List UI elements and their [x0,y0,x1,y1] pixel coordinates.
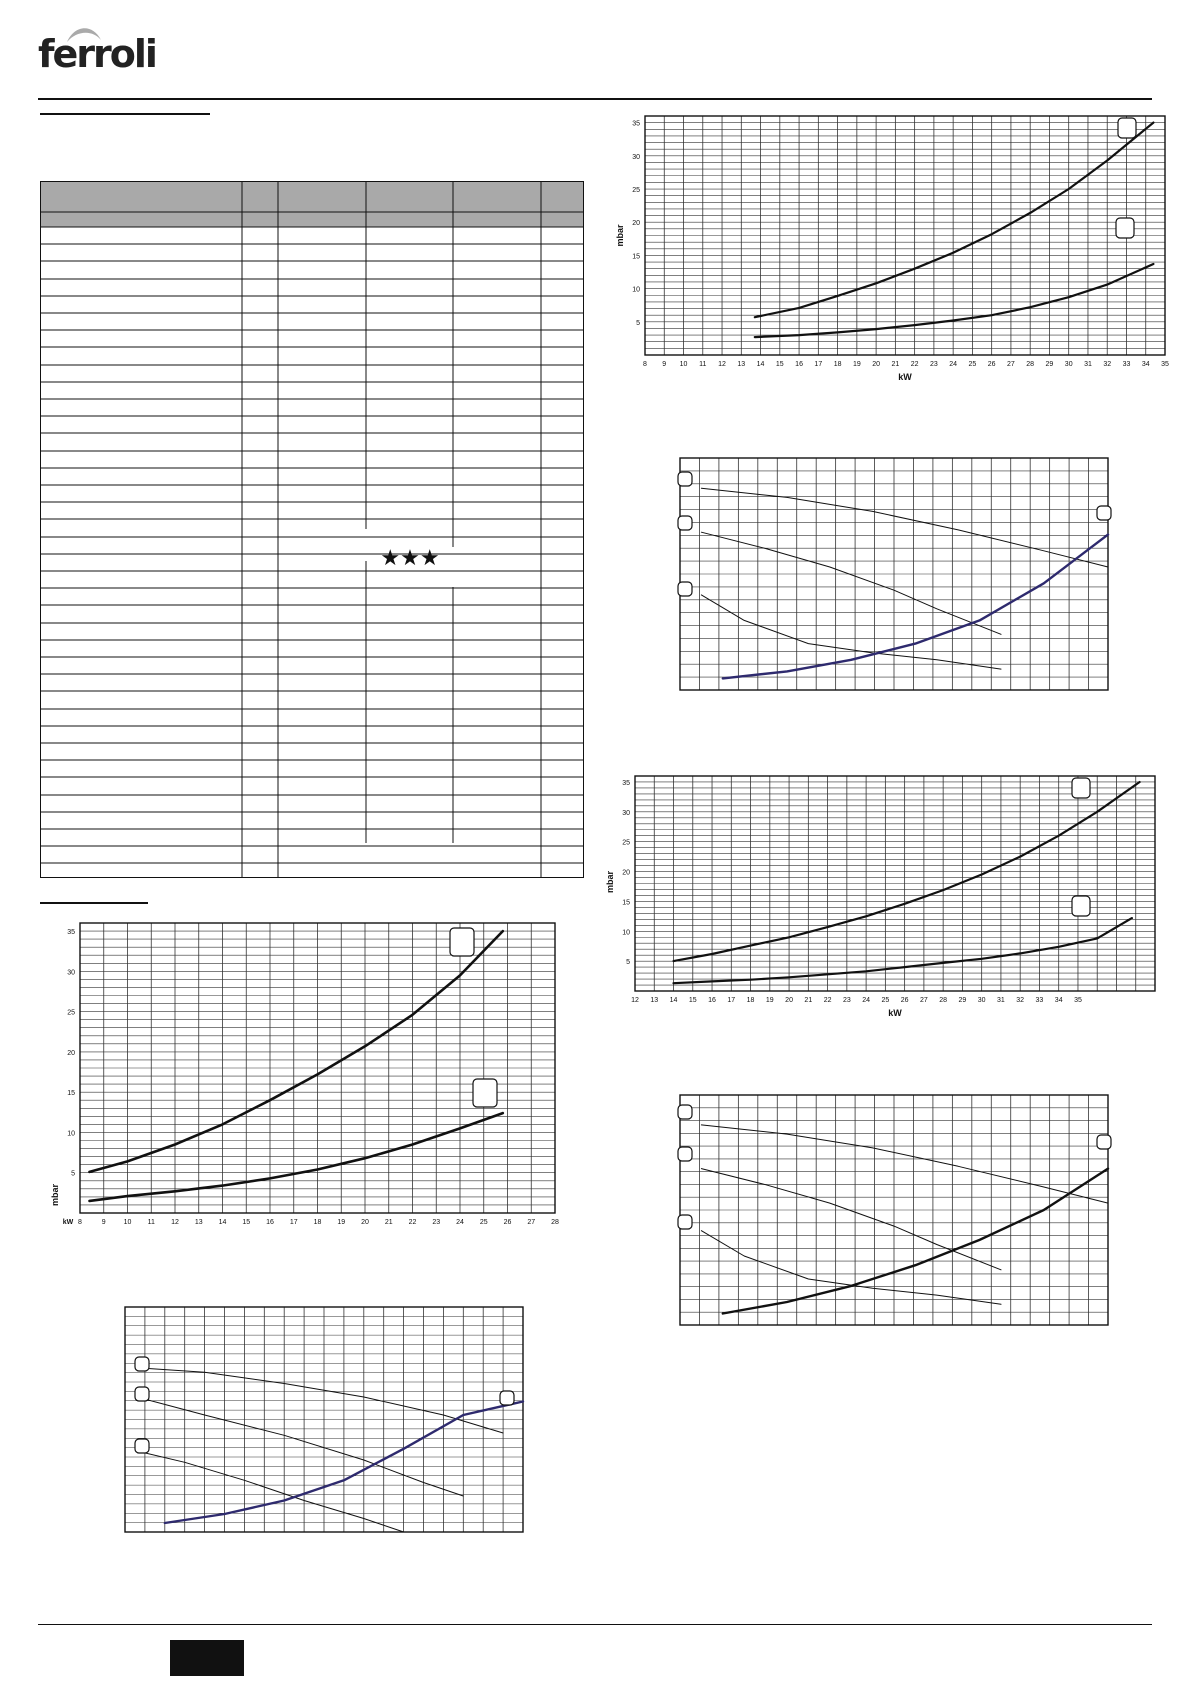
pump-chart-top-right-svg [670,440,1110,690]
x-tick-label: 23 [929,361,938,368]
curve-marker-box [1116,218,1134,238]
x-tick-label: 27 [919,997,928,1004]
x-tick-label: 31 [1084,361,1092,368]
brand-name: ferroli [38,32,156,76]
curve-marker-box [678,1215,692,1229]
x-tick-label: 16 [266,1219,274,1226]
curve-marker-box [1097,506,1111,520]
x-tick-label: 28 [939,997,948,1004]
technical-data-table-grid [40,181,584,878]
curve-marker-box [678,1105,692,1119]
x-tick-label: 24 [862,997,871,1004]
x-tick-label: 22 [408,1219,417,1226]
x-tick-label: 10 [679,361,688,368]
x-tick-label: 23 [432,1219,441,1226]
x-tick-label: 10 [123,1219,132,1226]
x-tick-label: 34 [1054,997,1063,1004]
x-tick-label: 24 [949,361,958,368]
x-tick-label: 13 [737,361,746,368]
x-tick-label: 13 [650,997,659,1004]
x-tick-label: 11 [147,1219,155,1226]
x-tick-label: 12 [718,361,726,368]
pressure-chart-middle-right-svg [605,772,1160,1022]
footer-rule [38,1624,1152,1625]
y-tick-label: 20 [622,869,630,877]
x-tick-label: 12 [631,997,639,1004]
x-tick-label: 26 [900,997,909,1004]
y-tick-label: 5 [71,1170,75,1178]
x-tick-label: 17 [727,997,736,1004]
series-line-2 [701,1169,1001,1270]
technical-data-table [40,181,584,878]
y-axis-label: mbar [50,1183,60,1207]
y-tick-label: 10 [632,286,640,294]
section-underline-1 [40,113,210,115]
x-tick-label: 22 [823,997,832,1004]
table-border [41,182,584,878]
x-tick-label: 19 [852,361,861,368]
x-tick-label: 22 [910,361,919,368]
x-tick-label: 29 [1045,361,1054,368]
y-tick-label: 25 [67,1009,75,1017]
pump-chart-top-right [670,440,1110,690]
series-line-2 [701,532,1001,634]
y-tick-label: 30 [622,809,630,817]
x-axis-label: kW [898,372,912,382]
chart-grid [125,1307,523,1532]
x-tick-label: 16 [708,997,716,1004]
x-tick-label: 14 [756,361,765,368]
x-tick-label: 26 [987,361,996,368]
x-tick-label: 9 [662,361,667,368]
table-header-row [40,181,584,212]
x-tick-label: 11 [699,361,707,368]
curve-marker-box [450,928,474,956]
curve-marker-box [678,582,692,596]
pressure-chart-middle-right [605,772,1160,1022]
y-tick-label: 15 [632,253,640,261]
pump-chart-left-svg [115,1305,535,1535]
y-tick-label: 35 [67,929,75,937]
x-tick-label: 32 [1103,361,1112,368]
y-axis-label: mbar [615,224,625,247]
y-tick-label: 20 [67,1049,75,1057]
x-tick-label: 18 [746,997,755,1004]
chart-grid [635,776,1155,991]
section-underline-2 [40,902,148,904]
y-tick-label: 20 [632,220,640,228]
y-axis-label: mbar [605,870,615,894]
pump-chart-bottom-right-svg [670,1085,1110,1335]
curve-marker-box [1097,1135,1111,1149]
header-rule [38,98,1152,100]
y-tick-label: 5 [636,319,640,327]
x-tick-label: 13 [194,1219,203,1226]
y-tick-label: 25 [622,839,630,847]
x-tick-label: 25 [968,361,977,368]
x-tick-label: 31 [997,997,1005,1004]
pressure-chart-top-right-svg [615,106,1169,382]
table-lines [40,181,584,878]
x-tick-label: 23 [842,997,851,1004]
y-tick-label: 10 [67,1130,75,1138]
x-tick-label: 14 [218,1219,227,1226]
x-tick-label: 28 [551,1219,559,1226]
curve-marker-box [135,1387,149,1401]
x-tick-label: 18 [313,1219,322,1226]
x-tick-label: 15 [688,997,697,1004]
series-line-4 [723,1169,1108,1314]
x-tick-label: 14 [669,997,678,1004]
series-line-4 [723,535,1108,679]
curve-marker-box [678,1147,692,1161]
pressure-chart-left [50,915,575,1235]
x-tick-label: 8 [78,1219,82,1226]
pump-chart-left [115,1305,535,1535]
x-tick-label: 35 [1161,361,1169,368]
x-tick-prefix: kW [62,1219,74,1226]
curve-marker-box [678,472,692,486]
y-tick-label: 5 [626,959,630,967]
x-tick-label: 19 [337,1219,346,1226]
x-tick-label: 33 [1035,997,1044,1004]
curve-marker-box [678,516,692,530]
x-tick-label: 29 [958,997,967,1004]
x-tick-label: 20 [872,361,881,368]
series-line-1 [701,488,1108,567]
efficiency-stars: ★★★ [380,545,440,570]
page-tab-box [170,1640,244,1676]
y-tick-label: 35 [632,120,640,128]
x-tick-label: 16 [795,361,803,368]
series-line-3 [701,1231,1001,1305]
x-tick-label: 15 [775,361,784,368]
curve-marker-box [135,1439,149,1453]
curve-marker-box [135,1357,149,1371]
x-tick-label: 28 [1026,361,1035,368]
series-line-2 [137,1397,463,1496]
x-tick-label: 15 [242,1219,251,1226]
y-tick-label: 30 [67,969,75,977]
curve-marker-box [1118,118,1136,138]
x-axis-label: kW [888,1008,902,1018]
curve-marker-box [500,1391,514,1405]
x-tick-label: 27 [1007,361,1015,368]
chart-grid [645,116,1165,355]
x-tick-label: 9 [101,1219,106,1226]
x-tick-label: 17 [814,361,823,368]
pressure-chart-top-right [615,106,1169,382]
x-tick-label: 34 [1141,361,1150,368]
curve-marker-box [1072,896,1090,916]
x-tick-label: 30 [1064,361,1073,368]
x-tick-label: 25 [479,1219,488,1226]
x-tick-label: 27 [527,1219,536,1226]
y-tick-label: 25 [632,187,640,195]
ferroli-logo [38,22,156,76]
x-tick-label: 35 [1074,997,1082,1004]
series-line-2 [674,918,1132,983]
x-tick-label: 18 [833,361,842,368]
curve-marker-box [1072,778,1090,798]
pressure-chart-left-svg [50,915,575,1235]
x-tick-label: 17 [289,1219,298,1226]
x-tick-label: 32 [1016,997,1025,1004]
x-tick-label: 12 [171,1219,179,1226]
pump-chart-bottom-right [670,1085,1110,1335]
x-tick-label: 21 [891,361,900,368]
x-tick-label: 20 [361,1219,369,1226]
series-line-1 [701,1125,1108,1203]
x-tick-label: 21 [384,1219,393,1226]
series-line-2 [755,264,1154,337]
curve-marker-box [473,1079,497,1107]
y-tick-label: 15 [622,899,630,907]
x-tick-label: 24 [456,1219,464,1226]
table-subheader-row [40,212,584,227]
x-tick-label: 33 [1122,361,1131,368]
x-tick-label: 20 [785,997,793,1004]
y-tick-label: 15 [67,1090,75,1098]
x-tick-label: 30 [977,997,986,1004]
y-tick-label: 30 [632,153,640,161]
y-tick-label: 35 [622,779,630,787]
x-tick-label: 26 [503,1219,512,1226]
y-tick-label: 10 [622,929,630,937]
x-tick-label: 21 [804,997,813,1004]
x-tick-label: 25 [881,997,890,1004]
x-tick-label: 19 [765,997,774,1004]
series-line-3 [701,595,1001,669]
x-tick-label: 8 [643,361,647,368]
